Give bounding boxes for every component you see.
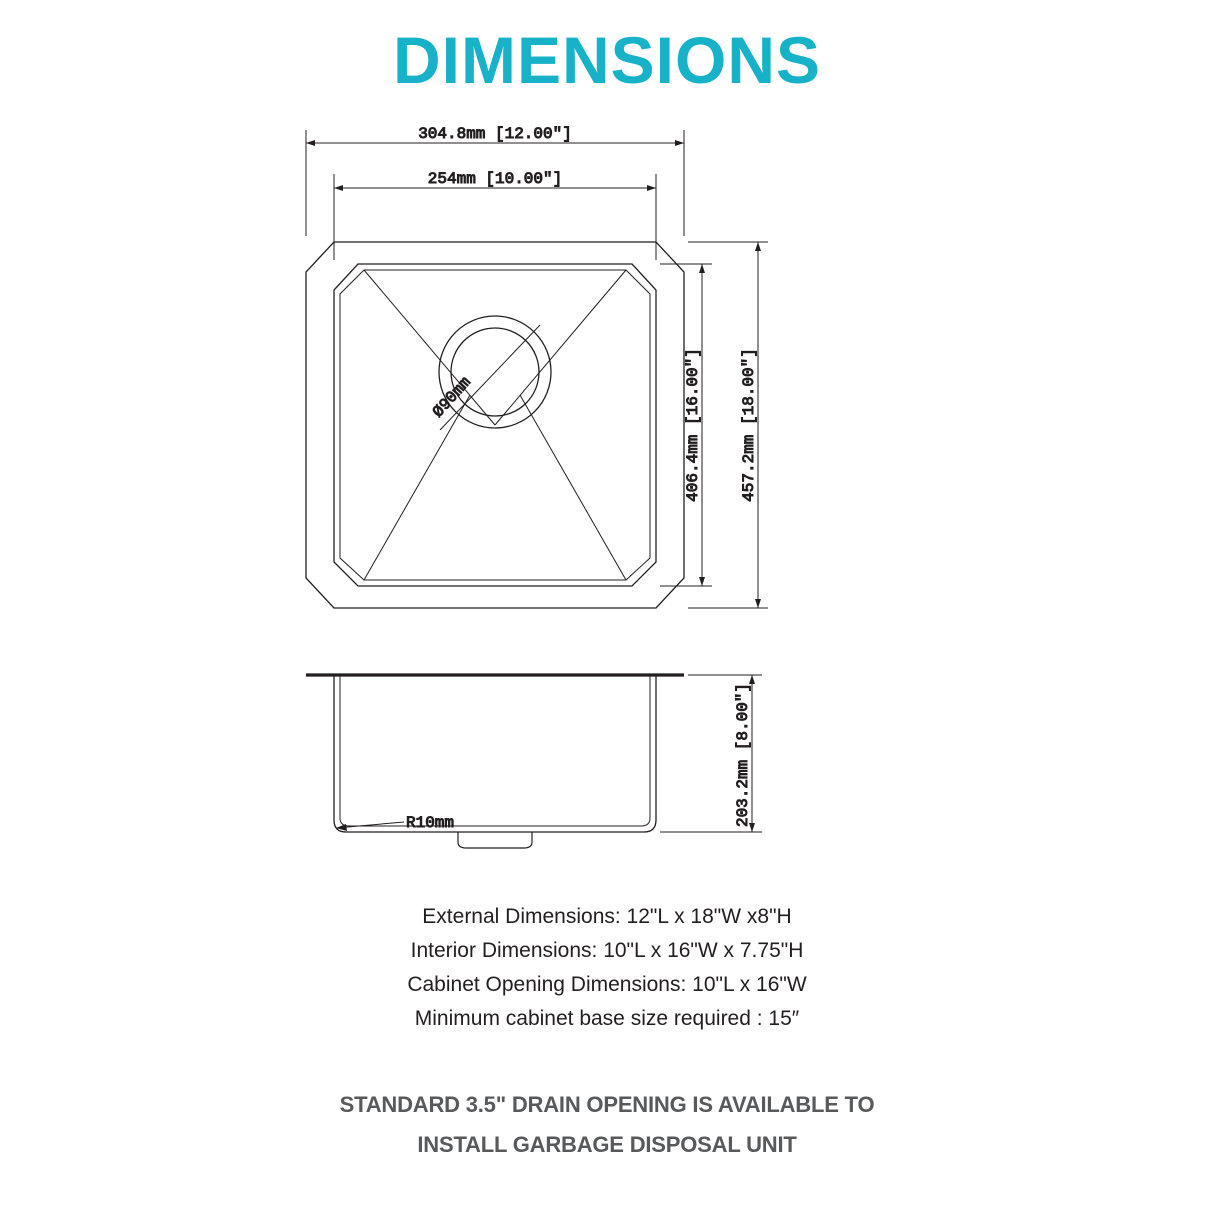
front-view-group [306, 675, 684, 848]
specification-list [0, 900, 1214, 1036]
slope-line-br [520, 395, 626, 580]
front-drain-boss [458, 832, 532, 848]
dim-ext-width-arrow-left [306, 140, 315, 146]
top-view-group [306, 242, 684, 608]
dim-ext-height-label: 457.2mm [18.00"] [740, 348, 758, 502]
slope-line-tl [364, 270, 495, 425]
spec-minimum-cabinet-base: Minimum cabinet base size required : 15″ [414, 1007, 800, 1030]
drain-opening-note-line-2: INSTALL GARBAGE DISPOSAL UNIT [417, 1132, 797, 1157]
dim-ext-width-label: 304.8mm [12.00"] [418, 125, 572, 143]
slope-line-tr [495, 270, 626, 425]
drawing-svg [0, 110, 1214, 870]
drain-opening-note [0, 1085, 1214, 1165]
front-body-outline [334, 675, 656, 832]
front-body-inner-line [340, 675, 650, 826]
dim-int-width-label: 254mm [10.00"] [427, 170, 563, 188]
spec-external-dimensions: External Dimensions: 12"L x 18"W x8"H [422, 905, 792, 928]
dim-int-height-arrow-bottom [699, 577, 705, 586]
top-view-dimensions [306, 125, 768, 608]
drain-diameter-label: Ø90mm [429, 373, 475, 422]
dim-depth-label: 203.2mm [8.00"] [734, 682, 752, 828]
spec-interior-dimensions: Interior Dimensions: 10"L x 16"W x 7.75"H [410, 939, 804, 962]
dim-int-width-arrow-left [334, 185, 343, 191]
drain-opening-note-line-1: STANDARD 3.5" DRAIN OPENING IS AVAILABLE TO [339, 1092, 875, 1117]
page-title: DIMENSIONS [392, 23, 822, 97]
technical-drawing [0, 110, 1214, 870]
dim-int-height-arrow-top [699, 264, 705, 273]
dim-ext-height-arrow-bottom [755, 599, 761, 608]
dim-ext-width-arrow-right [675, 140, 684, 146]
front-view-dimensions [336, 675, 762, 832]
dim-int-width-arrow-right [647, 185, 656, 191]
dim-ext-height-arrow-top [755, 242, 761, 251]
slope-line-bl [364, 395, 470, 580]
dim-int-height-label: 406.4mm [16.00"] [684, 348, 702, 502]
radius-label: R10mm [406, 814, 455, 832]
dim-depth-arrow-top [749, 675, 755, 684]
spec-cabinet-opening-dimensions: Cabinet Opening Dimensions: 10"L x 16"W [407, 973, 807, 996]
